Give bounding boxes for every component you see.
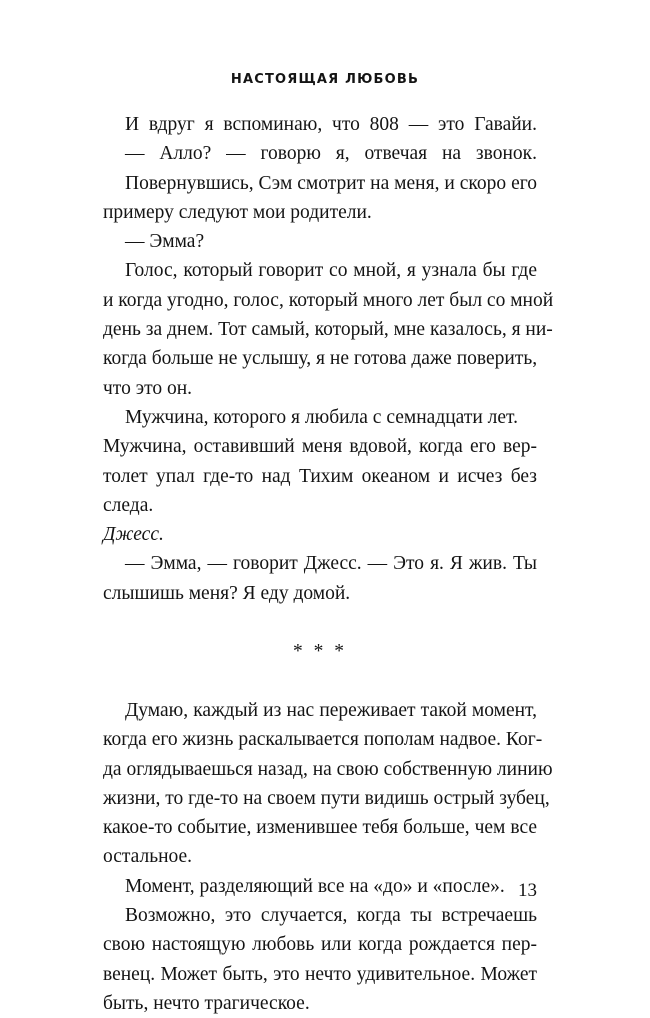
text-line: слышишь меня? Я еду домой.	[103, 582, 351, 604]
text-line: толет упал где-то над Тихим океаном и исчез без	[103, 465, 537, 487]
section-gap	[103, 667, 537, 696]
text-line: да оглядываешься назад, на свою собственную линию	[103, 758, 553, 780]
text-line: Думаю, каждый из нас переживает такой момент,	[125, 699, 537, 721]
text-line: когда его жизнь раскалывается пополам надвое. Ког-	[103, 729, 543, 751]
text-line: Повернувшись, Сэм смотрит на меня, и скоро его	[125, 172, 537, 194]
section-separator: * * *	[293, 641, 347, 663]
text-line: следа.	[103, 494, 154, 516]
text-line: — Эмма, — говорит Джесс. — Это я. Я жив. Ты	[125, 553, 537, 575]
text-line: быть, нечто трагическое.	[103, 992, 310, 1014]
text-line: свою настоящую любовь или когда рождается пер-	[103, 934, 537, 956]
text-line: Возможно, это случается, когда ты встречаешь	[125, 905, 537, 927]
body-text	[103, 110, 554, 1018]
text-line: когда больше не услышу, я не готова даже поверить,	[103, 348, 538, 370]
text-line-italic: Джесс.	[103, 524, 164, 546]
text-line: Момент, разделяющий все на «до» и «после».	[125, 875, 505, 897]
text-line: остальное.	[103, 846, 193, 868]
text-line: — Эмма?	[125, 231, 205, 253]
text-line: Голос, который говорит со мной, я узнала бы где	[125, 260, 537, 282]
text-line: какое-то событие, изменившее тебя больше, чем все	[103, 817, 537, 839]
text-line: венец. Может быть, это нечто удивительное. Может	[103, 963, 537, 985]
text-line: И вдруг я вспоминаю, что 808 — это Гавайи.	[125, 114, 537, 135]
text-line: и когда угодно, голос, который много лет был со мной	[103, 289, 554, 311]
section-gap	[103, 608, 537, 637]
text-line: день за днем. Тот самый, который, мне казалось, я ни-	[103, 319, 553, 341]
text-line: Мужчина, которого я любила с семнадцати лет.	[125, 406, 518, 428]
page-number: 13	[518, 880, 537, 901]
running-title: НАСТОЯЩАЯ ЛЮБОВЬ	[230, 72, 420, 87]
text-line: жизни, то где-то на своем пути видишь острый зубец,	[103, 787, 550, 809]
text-line: примеру следуют мои родители.	[103, 201, 372, 223]
text-line: что это он.	[103, 377, 193, 399]
text-line: — Алло? — говорю я, отвечая на звонок.	[125, 143, 537, 165]
text-line: Мужчина, оставивший меня вдовой, когда его вер-	[103, 436, 537, 458]
